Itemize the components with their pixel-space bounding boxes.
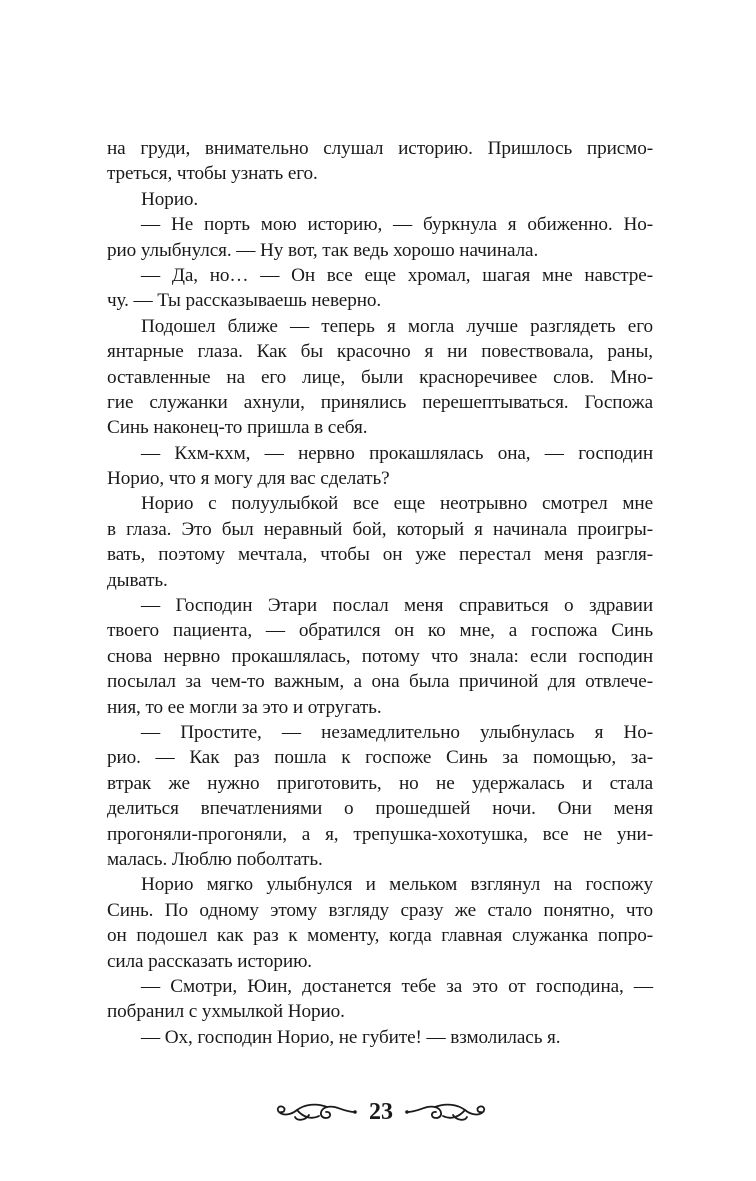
text-line: дывать. [107,569,168,591]
text-line: втрак же нужно приготовить, но не удержалась и стала [107,772,653,794]
text-line: малась. Люблю поболтать. [107,848,323,870]
text-line: снова нервно прокашлялась, потому что знала: если господин [107,645,653,667]
text-line: Синь наконец-то пришла в себя. [107,417,368,439]
text-line: — Смотри, Юин, достанется тебе за это от господина, — [141,975,653,997]
text-line: делиться впечатлениями о прошедшей ночи. Они меня [107,798,653,820]
text-line: — Не порть мою историю, — буркнула я обиженно. Но- [141,214,653,236]
text-line: Норио мягко улыбнулся и мельком взглянул на госпожу [141,874,653,896]
text-line: — Простите, — незамедлительно улыбнулась я Но- [141,721,653,743]
text-line: прогоняли-прогоняли, а я, трепушка-хохотушка, все не уни- [107,823,653,845]
text-line: гие служанки ахнули, принялись перешептываться. Госпожа [107,391,653,413]
text-line: Норио. [141,188,199,210]
text-line: сила рассказать историю. [107,950,312,972]
text-line: твоего пациента, — обратился он ко мне, а госпожа Синь [107,620,653,642]
text-line: — Кхм-кхм, — нервно прокашлялась она, — господин [141,442,653,464]
text-line: на груди, внимательно слушал историю. Пришлось присмо- [107,138,653,159]
page-number: 23 [369,1098,393,1125]
text-line: он подошел как раз к моменту, когда главная служанка попро- [107,925,653,947]
text-line: вать, поэтому мечтала, чтобы он уже перестал меня разгля- [107,544,653,566]
text-line: — Ох, господин Норио, не губите! — взмолилась я. [141,1026,561,1048]
body-text [107,136,653,1050]
text-line: чу. — Ты рассказываешь неверно. [107,290,382,312]
left-flourish-ornament [273,1099,357,1125]
text-line: Подошел ближе — теперь я могла лучше разглядеть его [141,315,653,337]
text-line: рио. — Как раз пошла к госпоже Синь за помощью, за- [107,747,653,769]
text-line: Синь. По одному этому взгляду сразу же стало понятно, что [107,899,653,921]
text-line: посылал за чем-то важным, а она была причиной для отвлече- [107,671,653,693]
text-line: оставленные на его лице, были красноречивее слов. Мно- [107,366,653,388]
text-line: треться, чтобы узнать его. [107,163,318,185]
text-line: Норио с полуулыбкой все еще неотрывно смотрел мне [141,493,653,515]
text-line: янтарные глаза. Как бы красочно я ни повествовала, раны, [107,341,653,363]
text-line: в глаза. Это был неравный бой, который я начинала проигры- [107,518,653,540]
text-line: побранил с ухмылкой Норио. [107,1001,345,1023]
text-line: ния, то ее могли за это и отругать. [107,696,382,718]
text-line: — Господин Этари послал меня справиться о здравии [141,595,653,617]
page-footer [268,1092,494,1132]
text-line: — Да, но… — Он все еще хромал, шагая мне навстре- [141,264,653,286]
text-line: Норио, что я могу для вас сделать? [107,468,390,490]
text-line: рио улыбнулся. — Ну вот, так ведь хорошо начинала. [107,239,539,261]
right-flourish-ornament [405,1099,489,1125]
